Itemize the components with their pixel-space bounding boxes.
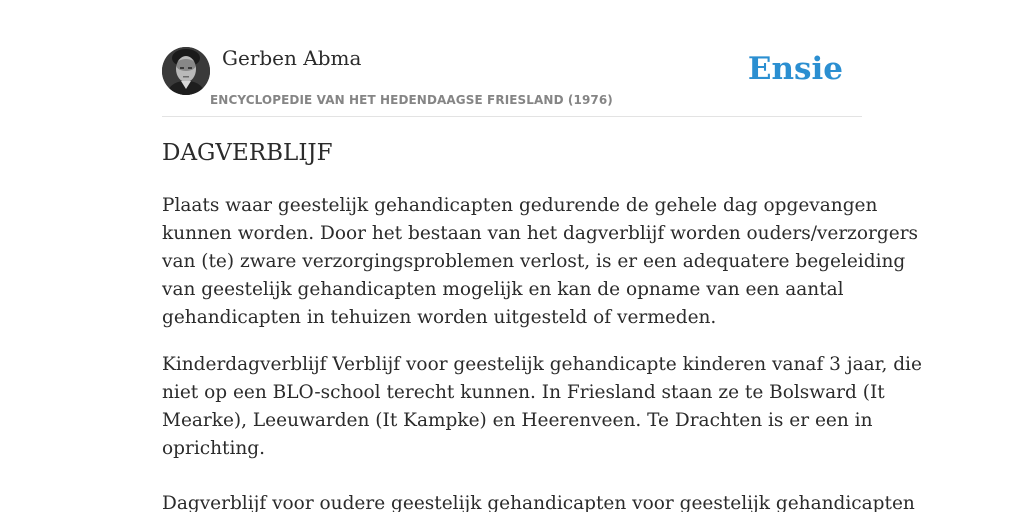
paragraph-line: oprichting. xyxy=(162,438,266,459)
article-paragraph xyxy=(162,490,915,512)
paragraph-line: Mearke), Leeuwarden (It Kampke) en Heerenveen. Te Drachten is er een in xyxy=(162,410,873,431)
paragraph-line: Plaats waar geestelijk gehandicapten gedurende de gehele dag opgevangen xyxy=(162,195,878,216)
brand-logo[interactable]: Ensie xyxy=(747,51,843,87)
paragraph-line: Kinderdagverblijf Verblijf voor geestelijk gehandicapte kinderen vanaf 3 jaar, die xyxy=(162,354,922,375)
paragraph-line: Dagverblijf voor oudere geestelijk gehandicapten voor geestelijk gehandicapten xyxy=(162,493,915,512)
author-avatar[interactable] xyxy=(162,47,210,95)
paragraph-line: gehandicapten in tehuizen worden uitgesteld of vermeden. xyxy=(162,307,717,328)
article-header xyxy=(162,47,862,117)
author-name[interactable]: Gerben Abma xyxy=(222,46,362,70)
paragraph-line: kunnen worden. Door het bestaan van het dagverblijf worden ouders/verzorgers xyxy=(162,223,919,244)
paragraph-line: niet op een BLO-school terecht kunnen. In Friesland staan ze te Bolsward (It xyxy=(162,382,885,403)
article-paragraph xyxy=(162,351,922,463)
author-portrait-icon xyxy=(162,47,210,95)
paragraph-line: van (te) zware verzorgingsproblemen verlost, is er een adequatere begeleiding xyxy=(162,251,906,272)
article-title: DAGVERBLIJF xyxy=(162,140,333,166)
source-label[interactable]: ENCYCLOPEDIE VAN HET HEDENDAAGSE FRIESLAND (1976) xyxy=(210,93,613,107)
article-paragraph xyxy=(162,192,919,332)
paragraph-line: van geestelijk gehandicapten mogelijk en kan de opname van een aantal xyxy=(162,279,844,300)
